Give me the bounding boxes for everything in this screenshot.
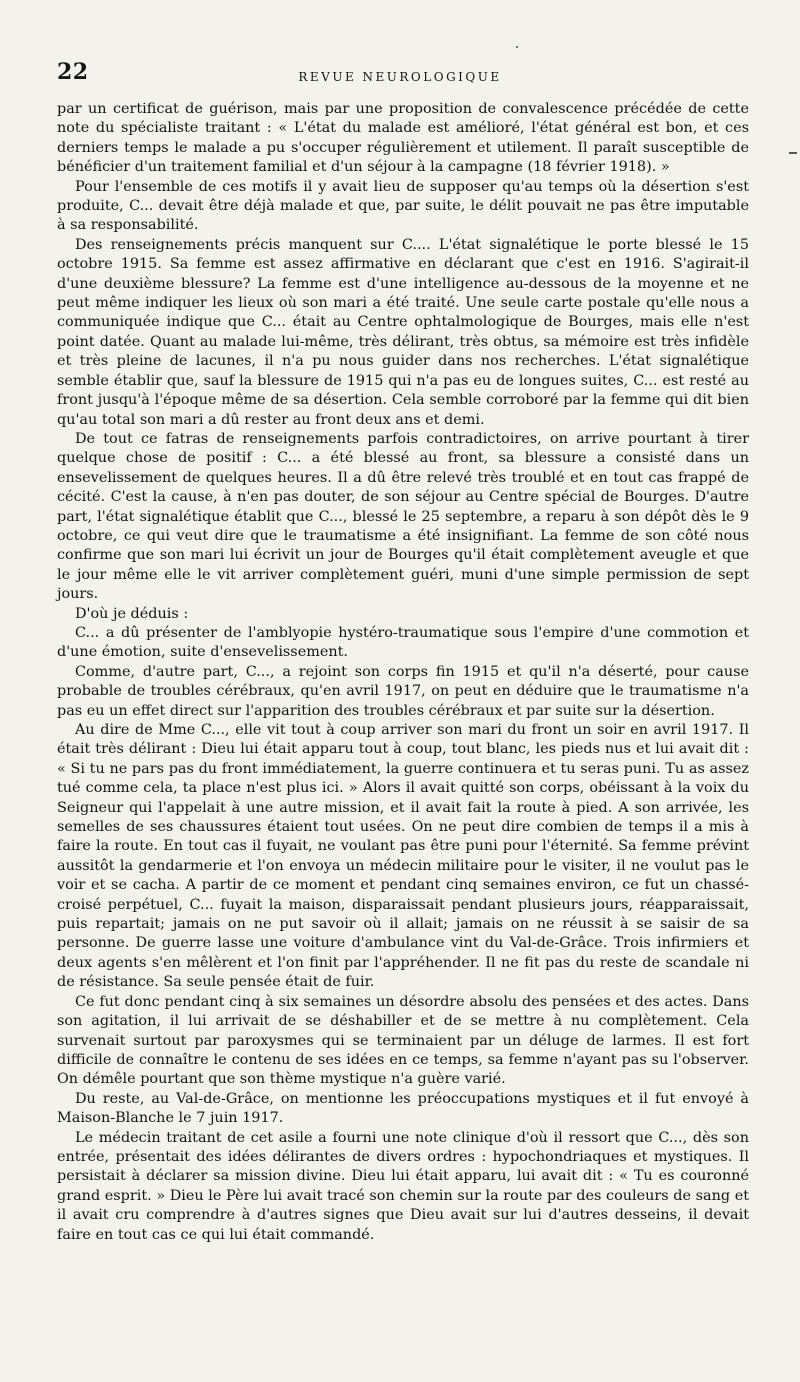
paragraph-continuation: par un certificat de guérison, mais par une proposition de convalescence précédée de cette note du spécialiste traitant : « L'état du malade est amélioré, l'état général est bon, et ces derniers temps le malade a pu s'occuper régulièrement et utilement. Il paraît susceptible de bénéficier d'un traitement familial et d'un séjour à la campagne (18 février 1918). »: [57, 101, 749, 176]
running-title: REVUE NEUROLOGIQUE: [298, 70, 502, 84]
paragraph: Du reste, au Val-de-Grâce, on mentionne les préoccupations mystiques et il fut envoyé à Maison-Blanche le 7 juin 1917.: [57, 1090, 749, 1127]
paragraph: Comme, d'autre part, C..., a rejoint son corps fin 1915 et qu'il n'a déserté, pour cause probable de troubles cérébraux, qu'en avril 1917, on peut en déduire que le traumatisme n'a pas eu un effet direct sur l'apparition des troubles cérébraux et par suite sur la désertion.: [57, 663, 749, 719]
page-number: 22: [57, 59, 89, 85]
paragraph: Au dire de Mme C..., elle vit tout à coup arriver son mari du front un soir en avril 1917. Il était très délirant : Dieu lui était apparu tout à coup, tout blanc, les pieds nus et lui avait dit : « Si tu ne pars pas du front immédiatement, la guerre continuera et tu seras puni. Tu as assez tué comme cela, ta place n'est plus ici. » Alors il avait quitté son corps, obéissant à la voix du Seigneur qui l'appelait à une autre mission, et il avait fait la route à pied. A son arrivée, les semelles de ses chaussures étaient tout usées. On ne peut dire combien de temps il a mis à faire la route. En tout cas il fuyait, ne voulant pas être puni pour l'éternité. Sa femme prévint aussitôt la gendarmerie et l'on envoya un médecin militaire pour le visiter, il ne voulut pas le voir et se cacha. A partir de ce moment et pendant cinq semaines environ, ce fut un chassé-croisé perpétuel, C... fuyait la maison, disparaissait pendant plusieurs jours, réapparaissait, puis repartait; jamais on ne put savoir où il allait; jamais on ne réussit à se saisir de sa personne. De guerre lasse une voiture d'ambulance vint du Val-de-Grâce. Trois infirmiers et deux agents s'en mêlèrent et l'on finit par l'appréhender. Il ne fit pas du reste de scandale ni de résistance. Sa seule pensée était de fuir.: [57, 722, 749, 991]
paragraph: De tout ce fatras de renseignements parfois contradictoires, on arrive pourtant à tirer quelque chose de positif : C... a été blessé au front, sa blessure a consisté dans un ensevelissement de quelques heures. Il a dû être relevé très troublé et en tout cas frappé de cécité. C'est la cause, à n'en pas douter, de son séjour au Centre spécial de Bourges. D'autre part, l'état signalétique établit que C..., blessé le 25 septembre, a reparu à son dépôt dès le 9 octobre, ce qui veut dire que le traumatisme a été insignifiant. La femme de son côté nous confirme que son mari lui écrivit un jour de Bourges qu'il était complètement aveugle et que le jour même elle le vit arriver complètement guéri, muni d'une simple permission de sept jours.: [57, 430, 749, 603]
body-text: [57, 100, 749, 1245]
paragraph: Pour l'ensemble de ces motifs il y avait lieu de supposer qu'au temps où la désertion s'est produite, C... devait être déjà malade et que, par suite, le délit pouvait ne pas être imputable à sa responsabilité.: [57, 178, 749, 234]
paragraph: Le médecin traitant de cet asile a fourni une note clinique d'où il ressort que C..., dès son entrée, présentait des idées délirantes de divers ordres : hypochondriaques et mystiques. Il persistait à déclarer sa mission divine. Dieu lui était apparu, lui avait dit : « Tu es couronné grand esprit. » Dieu le Père lui avait tracé son chemin sur la route par des couleurs de sang et il avait cru comprendre à d'autres signes que Dieu avait sur lui d'autres desseins, il devait faire en tout cas ce qui lui était commandé.: [57, 1129, 749, 1243]
paragraph: D'où je déduis :: [75, 605, 189, 622]
paragraph: C... a dû présenter de l'amblyopie hystéro-traumatique sous l'empire d'une commotion et d'une émotion, suite d'ensevelissement.: [57, 624, 749, 661]
print-speck: [516, 46, 518, 48]
paragraph: Ce fut donc pendant cinq à six semaines un désordre absolu des pensées et des actes. Dans son agitation, il lui arrivait de se déshabiller et de se mettre à nu complètement. Cela survenait surtout par paroxysmes qui se terminaient par un déluge de larmes. Il est fort difficile de connaître le contenu de ses idées en ce temps, sa femme n'ayant pas su l'observer. On démêle pourtant que son thème mystique n'a guère varié.: [57, 993, 749, 1088]
margin-mark: [789, 152, 797, 154]
paragraph: Des renseignements précis manquent sur C.... L'état signalétique le porte blessé le 15 octobre 1915. Sa femme est assez affirmative en déclarant que c'est en 1916. S'agirait-il d'une deuxième blessure? La femme est d'une intelligence au-dessous de la moyenne et ne peut même indiquer les lieux où son mari a été traité. Une seule carte postale qu'elle nous a communiquée indique que C... était au Centre ophtalmologique de Bourges, mais elle n'est point datée. Quant au malade lui-même, très délirant, très obtus, sa mémoire est très infidèle et très pleine de lacunes, il n'a pu nous guider dans nos recherches. L'état signalétique semble établir que, sauf la blessure de 1915 qui n'a pas eu de longues suites, C... est resté au front jusqu'à l'époque même de sa désertion. Cela semble corroboré par la femme qui dit bien qu'au total son mari a dû rester au front deux ans et demi.: [57, 236, 749, 428]
